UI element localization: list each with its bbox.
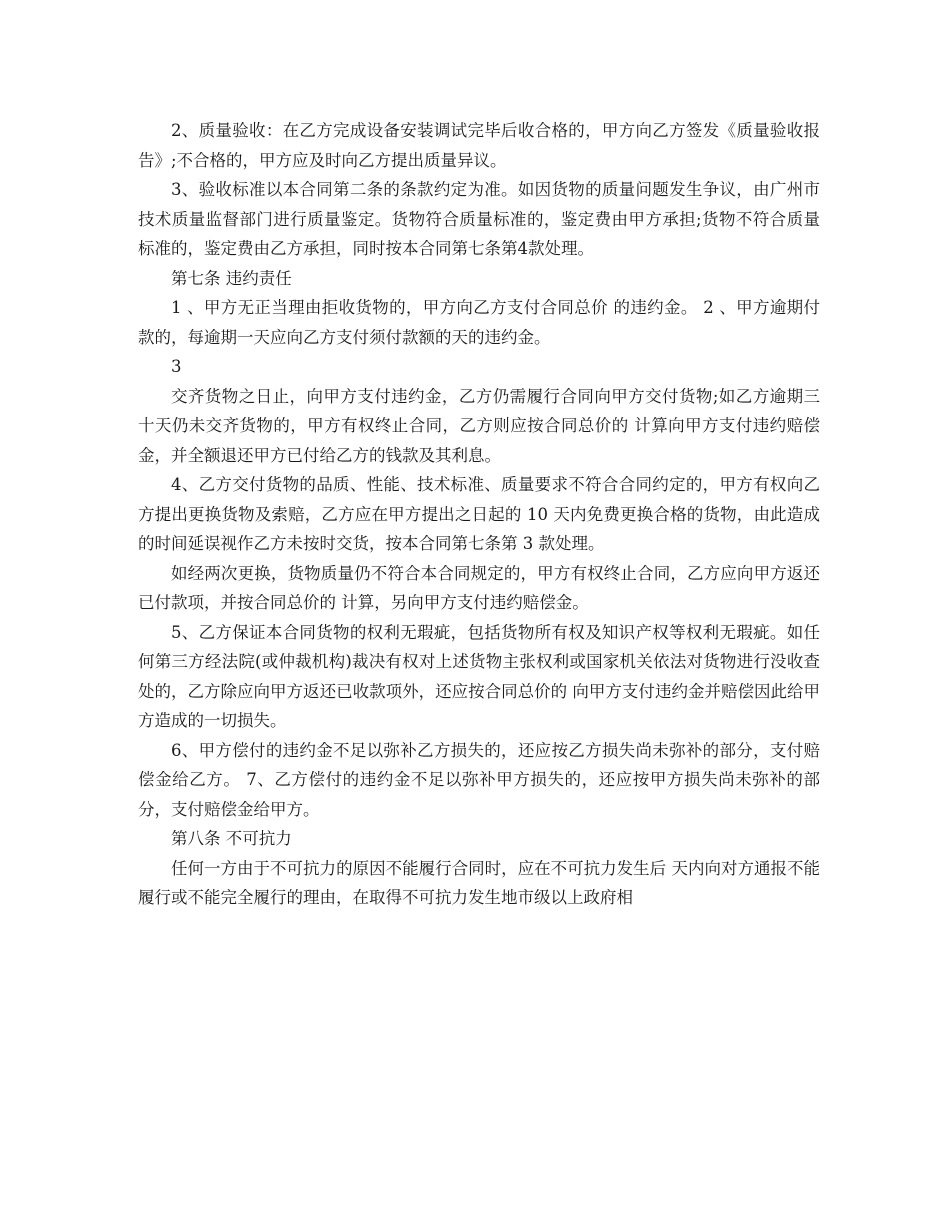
section-heading-article-7: 第七条 违约责任 bbox=[171, 268, 292, 288]
clause-rejection-and-late-payment: 1 、甲方无正当理由拒收货物的，甲方向乙方支付合同总价 的违约金。 2 、甲方逾期付款的，每逾期一天应向乙方支付须付款额的天的违约金。 bbox=[138, 298, 820, 347]
clause-replacement-failure: 如经两次更换，货物质量仍不符合本合同规定的，甲方有权终止合同，乙方应向甲方返还已付款项，并按合同总价的 计算，另向甲方支付违约赔偿金。 bbox=[138, 563, 820, 612]
clause-acceptance-standard: 3、验收标准以本合同第二条的条款约定为准。如因货物的质量问题发生争议，由广州市技术质量监督部门进行质量鉴定。货物符合质量标准的，鉴定费由甲方承担;货物不符合质量标准的，鉴定费由乙方承担，同时按本合同第七条第4款处理。 bbox=[138, 180, 820, 258]
document-page bbox=[138, 116, 820, 913]
section-heading-article-8: 第八条 不可抗力 bbox=[171, 829, 292, 848]
clause-title-warranty: 5、乙方保证本合同货物的权利无瑕疵，包括货物所有权及知识产权等权利无瑕疵。如任何第三方经法院(或仲裁机构)裁决有权对上述货物主张权利或国家机关依法对货物进行没收查处的，乙方除应向甲方返还已收款项外，还应按合同总价的 向甲方支付违约金并赔偿因此给甲方造成的一切损失。 bbox=[138, 622, 820, 730]
clause-force-majeure: 任何一方由于不可抗力的原因不能履行合同时，应在不可抗力发生后 天内向对方通报不能履行或不能完全履行的理由，在取得不可抗力发生地市级以上政府相 bbox=[138, 858, 820, 907]
clause-nonconforming-goods: 4、乙方交付货物的品质、性能、技术标准、质量要求不符合合同约定的，甲方有权向乙方提出更换货物及索赔，乙方应在甲方提出之日起的 10 天内免费更换合格的货物，由此造成的时间延误视作乙方未按时交货，按本合同第七条第 3 款处理。 bbox=[138, 475, 820, 553]
clause-number-3: 3 bbox=[171, 357, 182, 376]
clause-quality-acceptance: 2、质量验收：在乙方完成设备安装调试完毕后收合格的，甲方向乙方签发《质量验收报告》;不合格的，甲方应及时向乙方提出质量异议。 bbox=[138, 121, 820, 170]
clause-late-delivery: 交齐货物之日止，向甲方支付违约金，乙方仍需履行合同向甲方交付货物;如乙方逾期三十天仍未交齐货物的，甲方有权终止合同，乙方则应按合同总价的 计算向甲方支付违约赔偿金，并全额退还甲方已付给乙方的钱款及其利息。 bbox=[138, 386, 820, 465]
clause-insufficient-damages: 6、甲方偿付的违约金不足以弥补乙方损失的，还应按乙方损失尚未弥补的部分，支付赔偿金给乙方。 7、乙方偿付的违约金不足以弥补甲方损失的，还应按甲方损失尚未弥补的部分，支付赔偿金给甲方。 bbox=[138, 740, 820, 819]
